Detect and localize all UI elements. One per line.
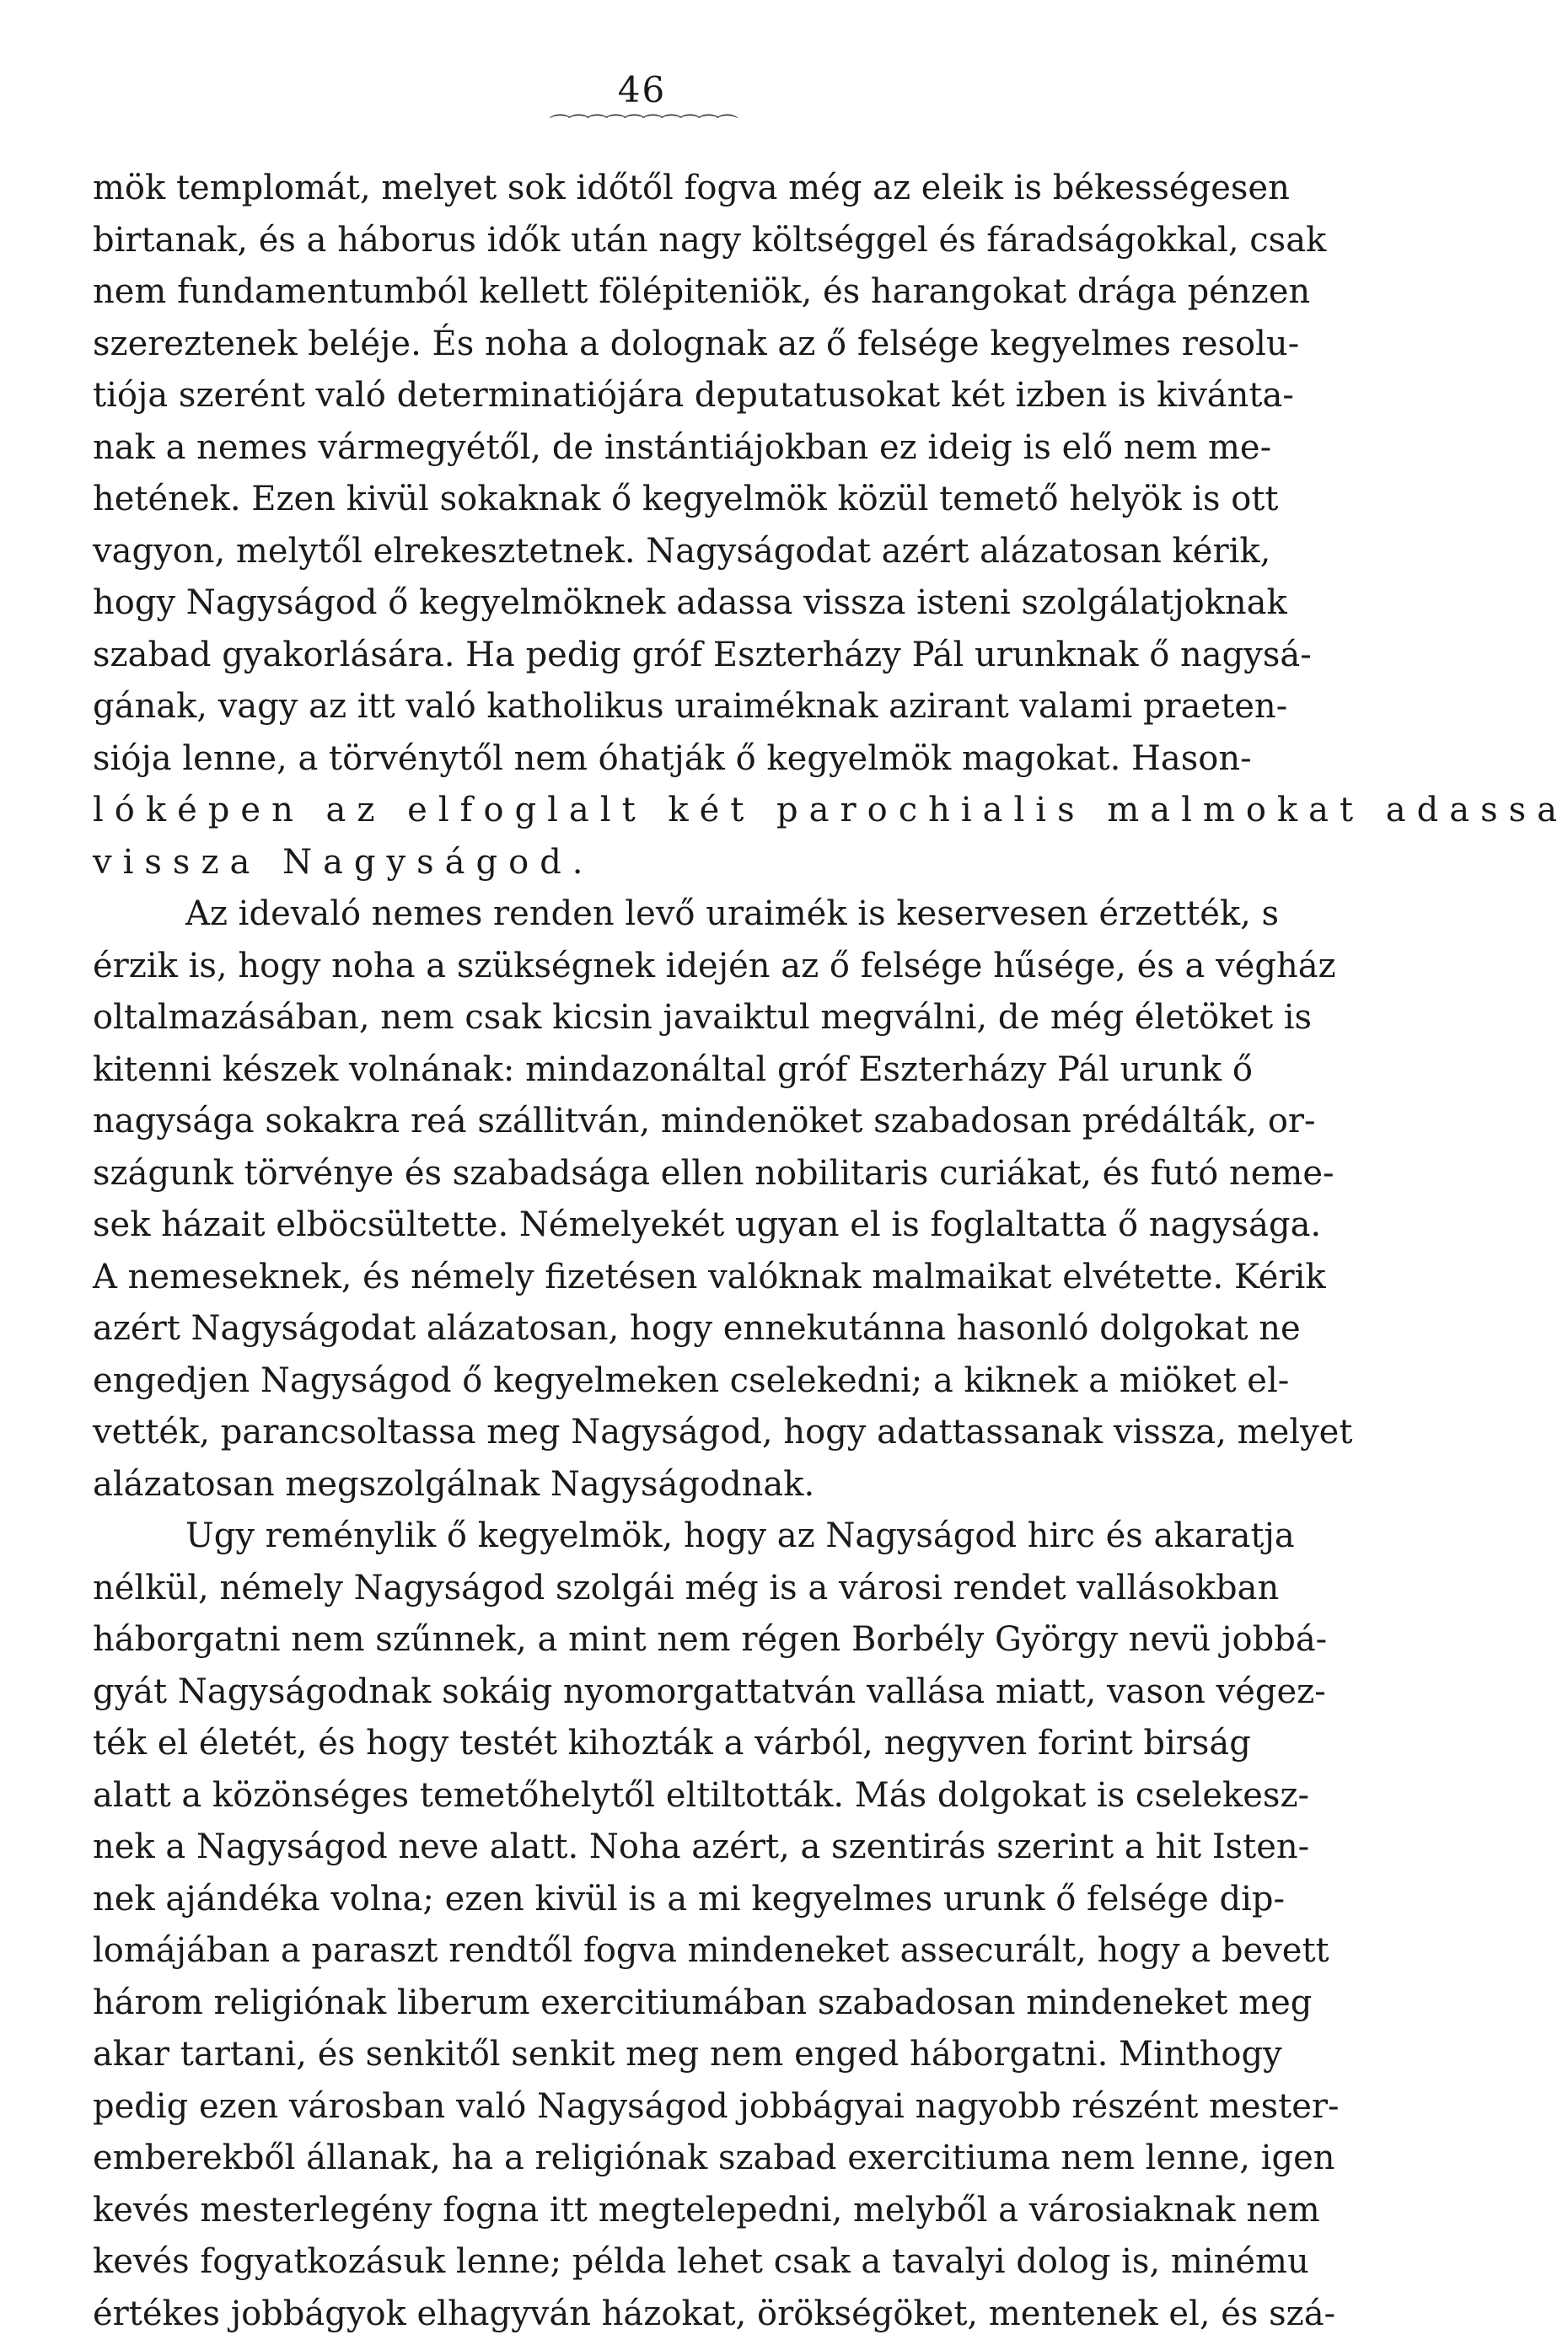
page-number-ornament: ⌒⌒⌒⌒⌒⌒⌒⌒⌒⌒ bbox=[0, 118, 1284, 135]
text-line: érzik is, hogy noha a szükségnek idején az ő felsége hűsége, és a végház bbox=[93, 941, 1206, 993]
text-line: azért Nagyságodat alázatosan, hogy ennekutánna hasonló dolgokat ne bbox=[93, 1303, 1206, 1355]
text-line: háborgatni nem szűnnek, a mint nem régen Borbély György nevü jobbá- bbox=[93, 1614, 1206, 1666]
text-line: birtanak, és a háborus idők után nagy költséggel és fáradságokkal, csak bbox=[93, 215, 1206, 267]
paragraph bbox=[93, 888, 1206, 1511]
text-line: gyát Nagyságodnak sokáig nyomorgattatván vallása miatt, vason végez- bbox=[93, 1666, 1206, 1719]
body-text bbox=[93, 163, 1206, 2340]
text-line: nélkül, némely Nagyságod szolgái még is a városi rendet vallásokban bbox=[93, 1563, 1206, 1615]
text-line: értékes jobbágyok elhagyván házokat, örökségöket, mentenek el, és szá- bbox=[93, 2289, 1206, 2340]
text-line: A nemeseknek, és némely fizetésen valóknak malmaikat elvétette. Kérik bbox=[93, 1252, 1206, 1304]
text-line: alatt a közönséges temetőhelytől eltiltották. Más dolgokat is cselekesz- bbox=[93, 1770, 1206, 1822]
text-line: sek házait elböcsültette. Némelyekét ugyan el is foglaltatta ő nagysága. bbox=[93, 1200, 1206, 1252]
text-line: szabad gyakorlására. Ha pedig gróf Eszterházy Pál urunknak ő nagysá- bbox=[93, 630, 1206, 682]
text-line: akar tartani, és senkitől senkit meg nem enged háborgatni. Minthogy bbox=[93, 2029, 1206, 2081]
text-line: nek a Nagyságod neve alatt. Noha azért, a szentirás szerint a hit Isten- bbox=[93, 1822, 1206, 1874]
text-line: tiója szerént való determinatiójára deputatusokat két izben is kivánta- bbox=[93, 370, 1206, 422]
text-line: három religiónak liberum exercitiumában szabadosan mindeneket meg bbox=[93, 1978, 1206, 2030]
text-line: alázatosan megszolgálnak Nagyságodnak. bbox=[93, 1459, 1206, 1511]
paragraph bbox=[93, 163, 1206, 888]
text-line: hogy Nagyságod ő kegyelmöknek adassa vissza isteni szolgálatjoknak bbox=[93, 577, 1206, 630]
text-line: emberekből állanak, ha a religiónak szabad exercitiuma nem lenne, igen bbox=[93, 2133, 1206, 2185]
text-line: kevés fogyatkozásuk lenne; példa lehet csak a tavalyi dolog is, minému bbox=[93, 2236, 1206, 2289]
text-line: mök templomát, melyet sok időtől fogva még az eleik is békességesen bbox=[93, 163, 1206, 215]
text-line: nak a nemes vármegyétől, de instántiájokban ez ideig is elő nem me- bbox=[93, 422, 1206, 475]
text-line: nek ajándéka volna; ezen kivül is a mi kegyelmes urunk ő felsége dip- bbox=[93, 1874, 1206, 1926]
text-line: ték el életét, és hogy testét kihozták a várból, negyven forint birság bbox=[93, 1718, 1206, 1770]
text-line: nem fundamentumból kellett fölépiteniök, és harangokat drága pénzen bbox=[93, 266, 1206, 319]
page-number: 46 bbox=[0, 69, 1284, 111]
text-line: szereztenek beléje. És noha a dolognak az ő felsége kegyelmes resolu- bbox=[93, 319, 1206, 371]
text-line: pedig ezen városban való Nagyságod jobbágyai nagyobb részént mester- bbox=[93, 2081, 1206, 2133]
text-line: vagyon, melytől elrekesztetnek. Nagyságodat azért alázatosan kérik, bbox=[93, 526, 1206, 578]
text-line: Ugy reménylik ő kegyelmök, hogy az Nagyságod hirc és akaratja bbox=[93, 1511, 1206, 1563]
text-line: vették, parancsoltassa meg Nagyságod, hogy adattassanak vissza, melyet bbox=[93, 1407, 1206, 1459]
text-line: szágunk törvénye és szabadsága ellen nobilitaris curiákat, és futó neme- bbox=[93, 1148, 1206, 1200]
text-line: oltalmazásában, nem csak kicsin javaiktul megválni, de még életöket is bbox=[93, 992, 1206, 1044]
text-line: kevés mesterlegény fogna itt megtelepedni, melyből a városiaknak nem bbox=[93, 2185, 1206, 2237]
text-line: vissza Nagyságod. bbox=[93, 837, 1206, 889]
text-line: Az idevaló nemes renden levő uraimék is keservesen érzették, s bbox=[93, 888, 1206, 941]
text-line: gának, vagy az itt való katholikus uraiméknak azirant valami praeten- bbox=[93, 681, 1206, 733]
text-line: lóképen az elfoglalt két parochialis malmokat adassa bbox=[93, 785, 1206, 837]
text-line: lomájában a paraszt rendtől fogva mindeneket assecurált, hogy a bevett bbox=[93, 1925, 1206, 1978]
text-line: siója lenne, a törvénytől nem óhatják ő kegyelmök magokat. Hason- bbox=[93, 733, 1206, 786]
text-line: nagysága sokakra reá szállitván, mindenöket szabadosan prédálták, or- bbox=[93, 1096, 1206, 1148]
text-line: hetének. Ezen kivül sokaknak ő kegyelmök közül temető helyök is ott bbox=[93, 474, 1206, 526]
text-line: kitenni készek volnának: mindazonáltal gróf Eszterházy Pál urunk ő bbox=[93, 1044, 1206, 1097]
paragraph bbox=[93, 1511, 1206, 2340]
text-line: engedjen Nagyságod ő kegyelmeken cselekedni; a kiknek a miöket el- bbox=[93, 1355, 1206, 1408]
